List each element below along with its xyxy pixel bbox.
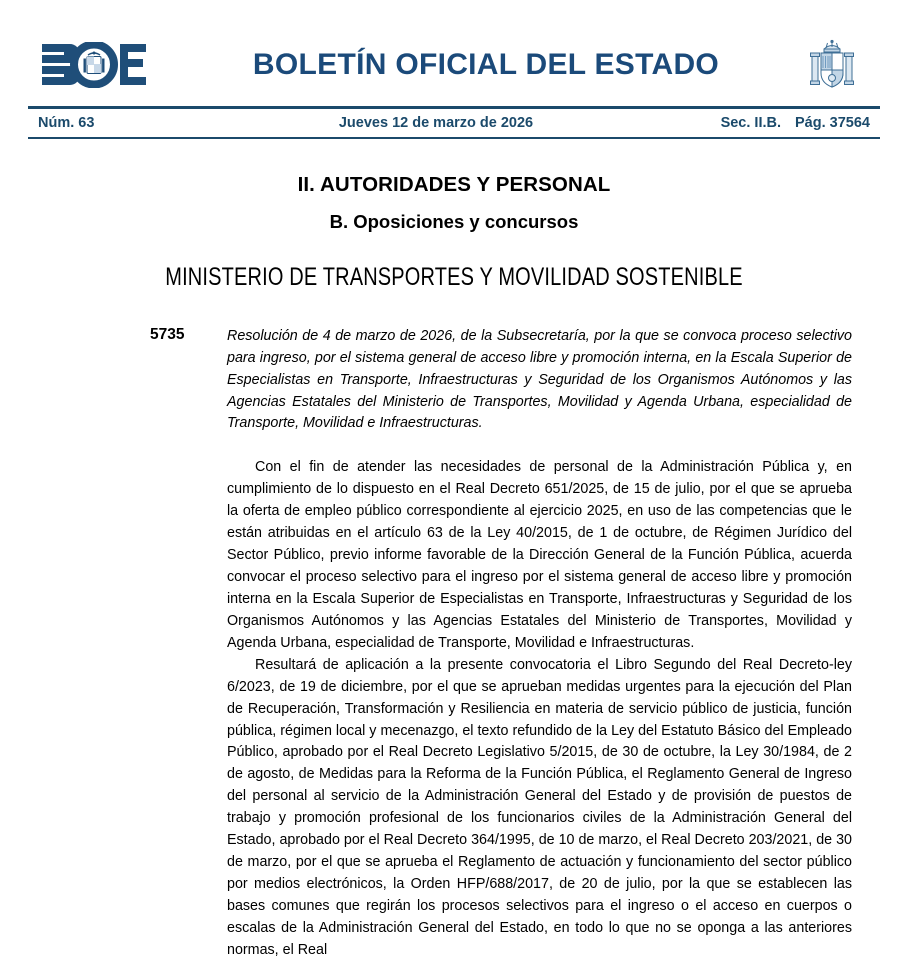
boe-logo-arms bbox=[84, 52, 105, 74]
document-content bbox=[28, 139, 880, 962]
subsection-title: B. Oposiciones y concursos bbox=[329, 211, 579, 232]
section-code: Sec. II.B. bbox=[720, 115, 782, 131]
spain-coat-of-arms-emblem bbox=[808, 36, 856, 94]
issue-date: Jueves 12 de marzo de 2026 bbox=[338, 115, 534, 131]
boe-logo[interactable] bbox=[42, 42, 146, 88]
masthead-title: BOLETÍN OFICIAL DEL ESTADO bbox=[252, 48, 720, 81]
header-band bbox=[28, 106, 880, 139]
article-header bbox=[28, 326, 880, 435]
body-paragraph: Con el fin de atender las necesidades de personal de la Administración Pública y, en cumplimiento de lo dispuesto en el Real Decreto 651/2025, de 15 de julio, por el que se aprueba la oferta de empleo público correspondiente al ejercicio 2025, en uso de las competencias que le están atribuidas en el artículo 63 de la Ley 40/2015, de 1 de octubre, de Régimen Jurídico del Sector Público, previo informe favorable de la Dirección General de la Función Pública, acuerda convocar el proceso selectivo para el ingreso por el sistema general de acceso libre y promoción interna en la Escala Superior de Especialistas en Transporte, Infraestructuras y Seguridad de los Organismos Autónomos y las Agencias Estatales del Ministerio de Transportes, Movilidad y Agenda Urbana, especialidad de Transporte, Movilidad e Infraestructuras. bbox=[227, 459, 852, 651]
ministry-title: MINISTERIO DE TRANSPORTES Y MOVILIDAD SOSTENIBLE bbox=[165, 263, 743, 291]
article-body bbox=[227, 457, 852, 962]
masthead bbox=[28, 32, 880, 98]
issue-number: Núm. 63 bbox=[38, 115, 95, 131]
article-summary: Resolución de 4 de marzo de 2026, de la Subsecretaría, por la que se convoca proceso selectivo para ingreso, por el sistema general de acceso libre y promoción interna, en la Escala Superior de Especialistas en Transporte, Infraestructuras y Seguridad de los Organismos Autónomos y las Agencias Estatales del Ministerio de Transportes, Movilidad y Agenda Urbana, especialidad de Transporte, Movilidad e Infraestructuras. bbox=[227, 328, 852, 432]
header-band-right bbox=[721, 115, 870, 131]
article-number: 5735 bbox=[150, 326, 185, 343]
page-number: Pág. 37564 bbox=[795, 115, 870, 131]
body-paragraph: Resultará de aplicación a la presente convocatoria el Libro Segundo del Real Decreto-ley 6/2023, de 19 de diciembre, por el que se aprueban medidas urgentes para la ejecución del Plan de Recuperación, Transformación y Resiliencia en materia de servicio público de justicia, función pública, régimen local y mecenazgo, el texto refundido de la Ley del Estatuto Básico del Empleado Público, aprobado por el Real Decreto Legislativo 5/2015, de 30 de octubre, la Ley 30/1984, de 2 de agosto, de Medidas para la Reforma de la Función Pública, el Reglamento General de Ingreso del personal al servicio de la Administración General del Estado y de provisión de puestos de trabajo y promoción profesional de los funcionarios civiles de la Administración General del Estado, aprobado por el Real Decreto 364/1995, de 10 de marzo, el Real Decreto 203/2021, de 30 de marzo, por el que se aprueba el Reglamento de actuación y funcionamiento del sector público por medios electrónicos, la Orden HFP/688/2017, de 20 de julio, por la que se establecen las bases comunes que regirán los procesos selectivos para el ingreso o el acceso en cuerpos o escalas de la Administración General del Estado, en todo lo que no se oponga a las anteriores normas, el Real bbox=[227, 656, 852, 958]
section-title: II. AUTORIDADES Y PERSONAL bbox=[297, 173, 611, 196]
